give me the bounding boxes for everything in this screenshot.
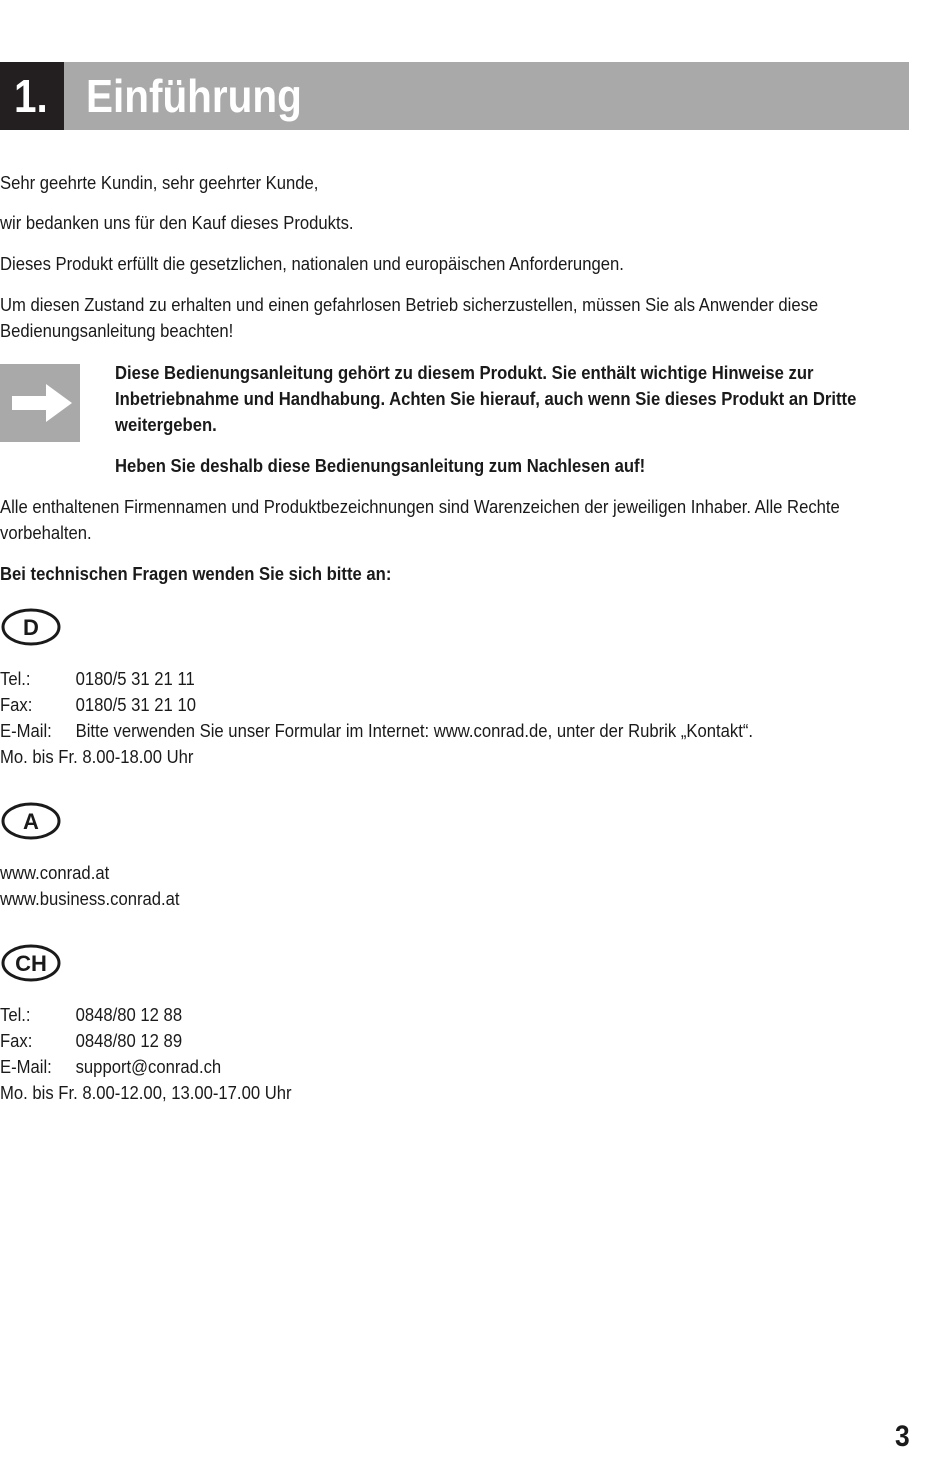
germany-hours: Mo. bis Fr. 8.00-18.00 Uhr [0, 746, 194, 767]
trademarks-text: Alle enthaltenen Firmennamen und Produktbezeichnungen sind Warenzeichen der jeweiligen Inhaber. Alle Rechte vorbehalten. [0, 496, 840, 543]
email-value[interactable]: support@conrad.ch [75, 1056, 222, 1077]
country-code-germany: D [23, 615, 39, 640]
keep-note-text: Heben Sie deshalb diese Bedienungsanleitung zum Nachlesen auf! [115, 455, 646, 476]
fax-value: 0848/80 12 89 [75, 1030, 183, 1051]
tel-value: 0848/80 12 88 [75, 1004, 183, 1025]
section-number: 1. [14, 70, 48, 122]
compliance-text: Dieses Produkt erfüllt die gesetzlichen, nationalen und europäischen Anforderungen. [0, 253, 624, 274]
fax-label: Fax: [0, 694, 33, 715]
austria-web-2[interactable]: www.business.conrad.at [0, 888, 180, 909]
austria-web-1[interactable]: www.conrad.at [0, 862, 110, 883]
email-label: E-Mail: [0, 1056, 52, 1077]
tel-value: 0180/5 31 21 11 [75, 668, 195, 689]
email-value: Bitte verwenden Sie unser Formular im Internet: www.conrad.de, unter der Rubrik „Kontakt“. [75, 720, 754, 741]
right-arrow-icon [0, 364, 80, 442]
tel-label: Tel.: [0, 1004, 31, 1025]
support-heading: Bei technischen Fragen wenden Sie sich bitte an: [0, 563, 392, 584]
page-number: 3 [895, 1420, 910, 1453]
country-badge-austria [0, 801, 62, 839]
country-code-austria: A [23, 809, 39, 834]
note-text: Diese Bedienungsanleitung gehört zu diesem Produkt. Sie enthält wichtige Hinweise zur Inbetriebnahme und Handhabung. Achten Sie hierauf, auch wenn Sie dieses Produkt an Dritte weitergeben. [115, 362, 857, 435]
section-title [0, 62, 909, 130]
country-badge-germany [0, 607, 62, 645]
safety-text: Um diesen Zustand zu erhalten und einen gefahrlosen Betrieb sicherzustellen, müssen Sie als Anwender diese Bedienungsanleitung beachten! [0, 294, 819, 341]
fax-value: 0180/5 31 21 10 [75, 694, 196, 715]
switzerland-hours: Mo. bis Fr. 8.00-12.00, 13.00-17.00 Uhr [0, 1082, 292, 1103]
country-code-switzerland: CH [15, 951, 47, 976]
email-label: E-Mail: [0, 720, 52, 741]
fax-label: Fax: [0, 1030, 33, 1051]
section-title-text: Einführung [86, 70, 302, 122]
section-number-box [0, 62, 64, 130]
country-badge-switzerland [0, 943, 62, 981]
section-header-bar [0, 62, 909, 130]
thanks-text: wir bedanken uns für den Kauf dieses Produkts. [0, 212, 354, 233]
greeting-text: Sehr geehrte Kundin, sehr geehrter Kunde, [0, 172, 319, 193]
tel-label: Tel.: [0, 668, 31, 689]
